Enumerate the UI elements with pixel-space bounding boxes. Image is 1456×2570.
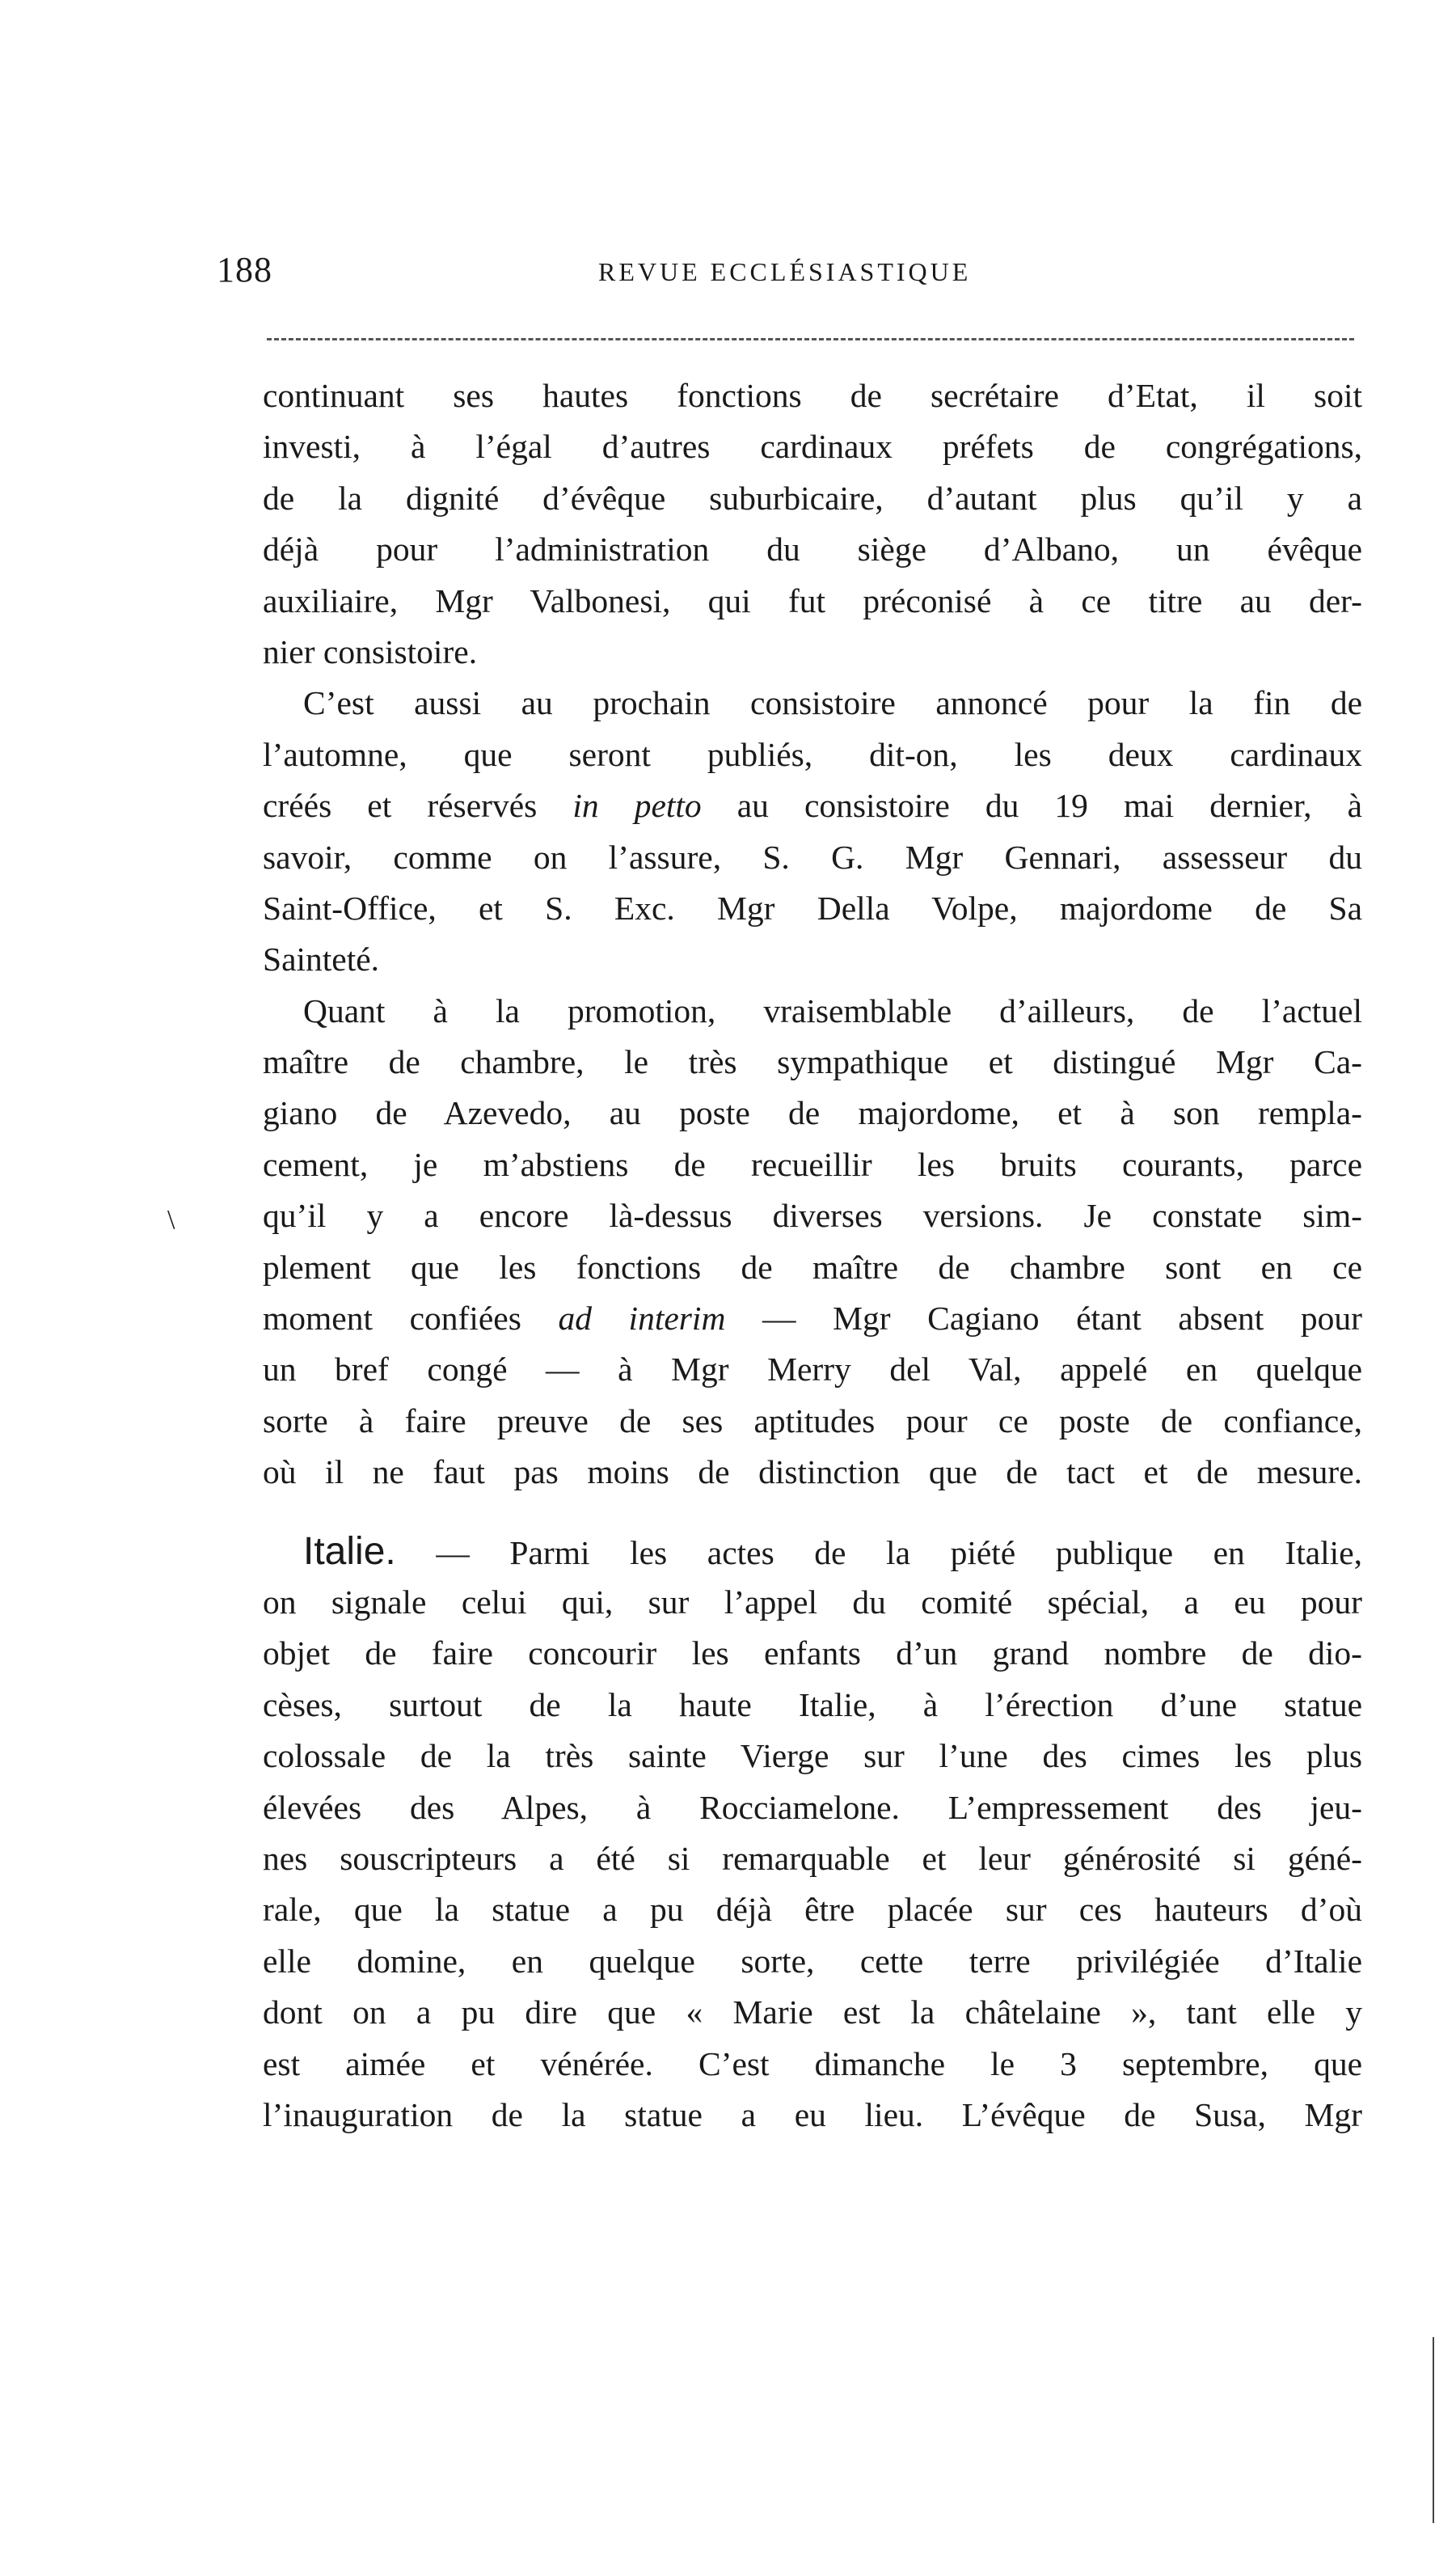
page-number: 188 (217, 250, 272, 290)
page-edge-mark (1433, 2337, 1434, 2523)
section-heading: Italie. (303, 1529, 396, 1573)
text-line: colossale de la très sainte Vierge sur l’une des cimes les plus (263, 1737, 1362, 1775)
text-line: Sainteté. (263, 941, 380, 979)
text-line: on signale celui qui, sur l’appel du comité spécial, a eu pour (263, 1583, 1362, 1621)
text-line: dont on a pu dire que « Marie est la châtelaine », tant elle y (263, 1993, 1362, 2031)
text-line: giano de Azevedo, au poste de majordome, et à son rempla- (263, 1094, 1362, 1132)
text-line: maître de chambre, le très sympathique et distingué Mgr Ca- (263, 1043, 1362, 1081)
body-text (263, 370, 1362, 2141)
paragraph-italie (263, 1526, 1362, 2141)
text-line: auxiliaire, Mgr Valbonesi, qui fut préconisé à ce titre au der- (263, 581, 1362, 619)
text-line: rale, que la statue a pu déjà être placée sur ces hauteurs d’où (263, 1891, 1362, 1929)
section-gap (263, 1498, 1362, 1526)
text-line: qu’il y a encore là-dessus diverses versions. Je constate sim- (263, 1197, 1362, 1235)
text-line: est aimée et vénérée. C’est dimanche le 3 septembre, que (263, 2044, 1362, 2082)
text-segment: — Mgr Cagiano étant absent pour (725, 1300, 1362, 1338)
running-head: REVUE ECCLÉSIASTIQUE (598, 257, 972, 286)
text-line: un bref congé — à Mgr Merry del Val, appelé en quelque (263, 1351, 1362, 1389)
text-line: objet de faire concourir les enfants d’un grand nombre de dio- (263, 1634, 1362, 1672)
text-segment: — Parmi les actes de la piété publique en Italie, (395, 1533, 1362, 1571)
text-line: C’est aussi au prochain consistoire annoncé pour la fin de (303, 684, 1362, 722)
margin-mark: \ (167, 1205, 175, 1235)
text-segment: créés et réservés (263, 787, 573, 825)
text-line: de la dignité d’évêque suburbicaire, d’autant plus qu’il y a (263, 479, 1362, 517)
text-line: cement, je m’abstiens de recueillir les bruits courants, parce (263, 1145, 1362, 1183)
text-line (263, 1526, 1362, 1577)
text-segment: moment confiées (263, 1300, 559, 1338)
text-line: élevées des Alpes, à Rocciamelone. L’empressement des jeu- (263, 1788, 1362, 1826)
text-line: Saint-Office, et S. Exc. Mgr Della Volpe, majordome de Sa (263, 889, 1362, 927)
italic-phrase: in petto (572, 787, 702, 825)
text-line (263, 780, 1362, 831)
text-line: Quant à la promotion, vraisemblable d’ailleurs, de l’actuel (303, 991, 1362, 1029)
text-line: où il ne faut pas moins de distinction que de tact et de mesure. (263, 1453, 1362, 1491)
text-segment: au consistoire du 19 mai dernier, à (701, 787, 1362, 825)
text-line: plement que les fonctions de maître de chambre sont en ce (263, 1248, 1362, 1286)
text-line (263, 1293, 1362, 1344)
text-line: l’automne, que seront publiés, dit-on, les deux cardinaux (263, 735, 1362, 773)
text-line: continuant ses hautes fonctions de secrétaire d’Etat, il soit (263, 377, 1362, 414)
paragraph-2 (263, 678, 1362, 985)
text-line: investi, à l’égal d’autres cardinaux préfets de congrégations, (263, 428, 1362, 466)
text-line: sorte à faire preuve de ses aptitudes pour ce poste de confiance, (263, 1401, 1362, 1439)
text-line: elle domine, en quelque sorte, cette terre privilégiée d’Italie (263, 1942, 1362, 1980)
text-line: l’inauguration de la statue a eu lieu. L’évêque de Susa, Mgr (263, 2095, 1362, 2133)
text-line: déjà pour l’administration du siège d’Albano, un évêque (263, 530, 1362, 569)
paragraph-1 (263, 370, 1362, 678)
text-line: savoir, comme on l’assure, S. G. Mgr Gennari, assesseur du (263, 838, 1362, 876)
text-line: cèses, surtout de la haute Italie, à l’érection d’une statue (263, 1685, 1362, 1723)
text-line: nes souscripteurs a été si remarquable et leur générosité si géné- (263, 1839, 1362, 1877)
header-rule (267, 338, 1354, 340)
text-line: nier consistoire. (263, 632, 478, 670)
italic-phrase: ad interim (558, 1300, 726, 1338)
paragraph-3 (263, 986, 1362, 1498)
